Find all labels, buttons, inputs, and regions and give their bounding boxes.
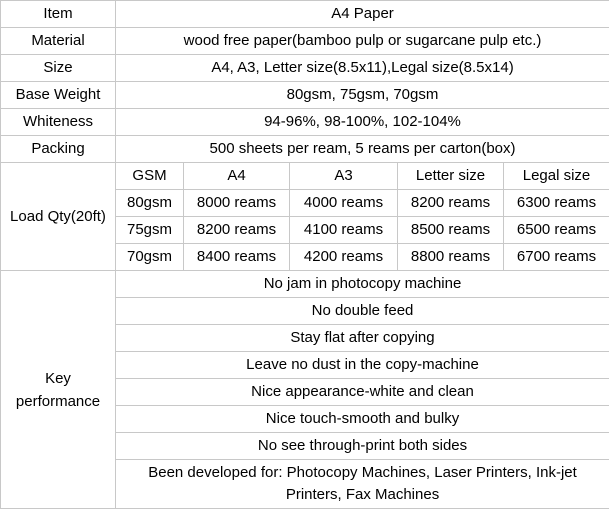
key-performance-item: Been developed for: Photocopy Machines, Laser Printers, Ink-jet Printers, Fax Machines xyxy=(116,460,609,509)
whiteness-row xyxy=(1,109,609,136)
key-performance-row xyxy=(1,271,609,298)
key-performance-item: No double feed xyxy=(116,298,609,325)
key-performance-item: No see through-print both sides xyxy=(116,433,609,460)
load-qty-col-legal: Legal size xyxy=(504,163,609,190)
header-value: A4 Paper xyxy=(116,1,609,28)
packing-row xyxy=(1,136,609,163)
load-qty-cell: 8000 reams xyxy=(184,190,290,217)
load-qty-col-letter: Letter size xyxy=(398,163,504,190)
load-qty-cell: 4100 reams xyxy=(290,217,398,244)
key-performance-item: Nice appearance-white and clean xyxy=(116,379,609,406)
base-weight-value: 80gsm, 75gsm, 70gsm xyxy=(116,82,609,109)
load-qty-cell: 8400 reams xyxy=(184,244,290,271)
load-qty-cell: 4200 reams xyxy=(290,244,398,271)
base-weight-row xyxy=(1,82,609,109)
key-performance-item: No jam in photocopy machine xyxy=(116,271,609,298)
load-qty-cell: 6500 reams xyxy=(504,217,609,244)
load-qty-cell: 8800 reams xyxy=(398,244,504,271)
load-qty-header-row xyxy=(1,163,609,190)
load-qty-col-a3: A3 xyxy=(290,163,398,190)
key-performance-label-line1: Key xyxy=(45,370,71,387)
key-performance-item: Stay flat after copying xyxy=(116,325,609,352)
header-row xyxy=(1,1,609,28)
header-label: Item xyxy=(1,1,116,28)
load-qty-cell: 6300 reams xyxy=(504,190,609,217)
base-weight-label: Base Weight xyxy=(1,82,116,109)
load-qty-cell: 4000 reams xyxy=(290,190,398,217)
size-row xyxy=(1,55,609,82)
load-qty-cell: 70gsm xyxy=(116,244,184,271)
key-performance-item: Leave no dust in the copy-machine xyxy=(116,352,609,379)
packing-value: 500 sheets per ream, 5 reams per carton(box) xyxy=(116,136,609,163)
load-qty-cell: 75gsm xyxy=(116,217,184,244)
packing-label: Packing xyxy=(1,136,116,163)
load-qty-cell: 6700 reams xyxy=(504,244,609,271)
size-value: A4, A3, Letter size(8.5x11),Legal size(8.5x14) xyxy=(116,55,609,82)
material-label: Material xyxy=(1,28,116,55)
load-qty-cell: 8200 reams xyxy=(184,217,290,244)
load-qty-cell: 80gsm xyxy=(116,190,184,217)
whiteness-label: Whiteness xyxy=(1,109,116,136)
material-row xyxy=(1,28,609,55)
material-value: wood free paper(bamboo pulp or sugarcane pulp etc.) xyxy=(116,28,609,55)
whiteness-value: 94-96%, 98-100%, 102-104% xyxy=(116,109,609,136)
size-label: Size xyxy=(1,55,116,82)
key-performance-label-line2: performance xyxy=(16,393,100,410)
load-qty-label: Load Qty(20ft) xyxy=(1,163,116,271)
load-qty-col-gsm: GSM xyxy=(116,163,184,190)
load-qty-cell: 8200 reams xyxy=(398,190,504,217)
load-qty-cell: 8500 reams xyxy=(398,217,504,244)
load-qty-col-a4: A4 xyxy=(184,163,290,190)
key-performance-label xyxy=(1,271,116,509)
key-performance-item: Nice touch-smooth and bulky xyxy=(116,406,609,433)
